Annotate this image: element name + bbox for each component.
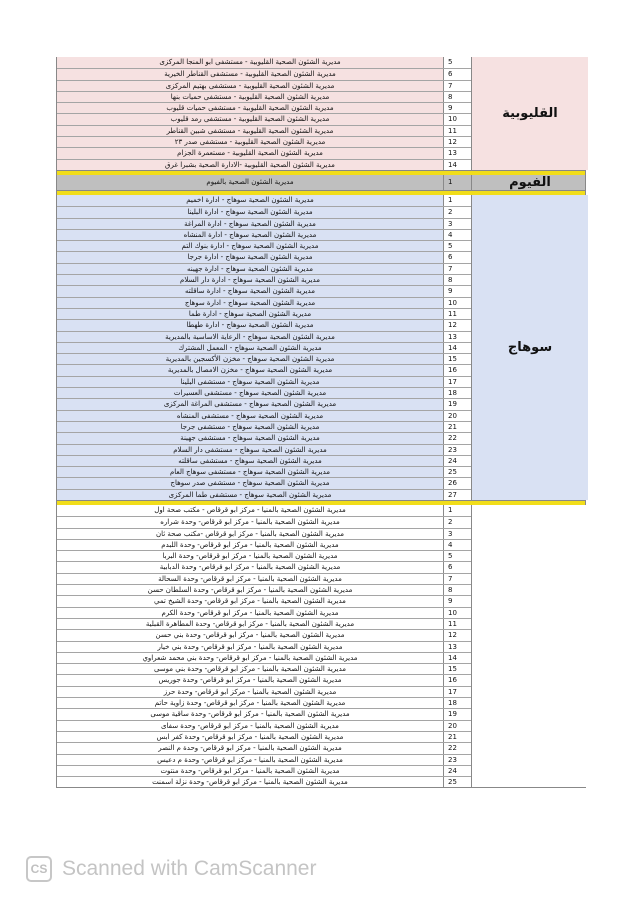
row-number: 7 xyxy=(444,264,472,274)
facility-name: مديرية الشئون الصحية سوهاج - ادارة دار السلام xyxy=(57,275,444,285)
row-number: 21 xyxy=(444,732,472,742)
facility-name: مديرية الشئون الصحية سوهاج - مستشفى المراغة المركزى xyxy=(57,399,444,409)
facility-name: مديرية الشئون الصحية سوهاج - مستشفى العسيرات xyxy=(57,388,444,398)
facility-name: مديرية الشئون الصحية سوهاج - ادارة ساقلته xyxy=(57,286,444,296)
table-row xyxy=(57,539,471,550)
facility-name: مديرية الشئون الصحية بالمنيا - مركز ابو قرقاص- وحدة بني موسى xyxy=(57,664,444,674)
row-number: 20 xyxy=(444,721,472,731)
table-row xyxy=(57,353,471,364)
facility-name: مديرية الشئون الصحية بالفيوم xyxy=(57,175,444,190)
table-row xyxy=(57,376,471,387)
facility-name: مديرية الشئون الصحية القليوبية - مستشفى رمد قليوب xyxy=(57,114,444,124)
table-row xyxy=(57,444,471,455)
facility-name: مديرية الشئون الصحية سوهاج - ادارة طهطا xyxy=(57,320,444,330)
facility-name: مديرية الشئون الصحية سوهاج - مستشفى جرجا xyxy=(57,422,444,432)
table-row xyxy=(57,57,471,68)
table-row xyxy=(57,618,471,629)
facility-name: مديرية الشئون الصحية سوهاج - ادارة بنوك التم xyxy=(57,241,444,251)
row-number: 19 xyxy=(444,399,472,409)
row-number: 6 xyxy=(444,69,472,79)
row-number: 15 xyxy=(444,354,472,364)
table-row xyxy=(57,240,471,251)
table-row xyxy=(57,697,471,708)
facility-name: مديرية الشئون الصحية بالمنيا - مركز ابو قرقاص- وحدة المطاهرة القبلية xyxy=(57,619,444,629)
table-row xyxy=(57,206,471,217)
table-row xyxy=(57,674,471,685)
facility-name: مديرية الشئون الصحية سوهاج - مستشفى سوهاج العام xyxy=(57,467,444,477)
row-number: 19 xyxy=(444,709,472,719)
row-number: 27 xyxy=(444,490,472,500)
facility-name: مديرية الشئون الصحية سوهاج - ادارة جرجا xyxy=(57,252,444,262)
table-row xyxy=(57,595,471,606)
facility-name: مديرية الشئون الصحية بالمنيا - مركز ابو قرقاص- وحدة السلطان حسن xyxy=(57,585,444,595)
facility-name: مديرية الشئون الصحية سوهاج - المعمل المشترك xyxy=(57,343,444,353)
row-number: 22 xyxy=(444,743,472,753)
row-number: 23 xyxy=(444,755,472,765)
table-row xyxy=(57,251,471,262)
row-number: 5 xyxy=(444,57,472,68)
facility-name: مديرية الشئون الصحية بالمنيا - مركز ابو قرقاص- وحدة شراره xyxy=(57,517,444,527)
row-number: 17 xyxy=(444,377,472,387)
row-number: 4 xyxy=(444,230,472,240)
row-number: 6 xyxy=(444,252,472,262)
row-number: 16 xyxy=(444,365,472,375)
table-row xyxy=(57,91,471,102)
row-number: 9 xyxy=(444,103,472,113)
camscanner-logo-icon: CS xyxy=(26,856,52,882)
row-number: 14 xyxy=(444,160,472,170)
facility-name: مديرية الشئون الصحية سوهاج - الرعاية الاساسية بالمديرية xyxy=(57,332,444,342)
row-number: 9 xyxy=(444,286,472,296)
facility-name: مديرية الشئون الصحية بالمنيا - مركز ابو قرقاص- وحدة منتوت xyxy=(57,766,444,776)
table-row xyxy=(57,331,471,342)
row-number: 25 xyxy=(444,777,472,787)
row-number: 7 xyxy=(444,81,472,91)
facility-name: مديرية الشئون الصحية بالمنيا - مركز ابو قرقاص- وحدة ساقية موسى xyxy=(57,709,444,719)
table-row xyxy=(57,68,471,79)
governorate-label: الفيوم xyxy=(471,175,588,190)
facility-name: مديرية الشئون الصحية بالمنيا - مركز ابو قرقاص- وحدة الكرم xyxy=(57,608,444,618)
table-row xyxy=(57,136,471,147)
facility-name: مديرية الشئون الصحية سوهاج - ادارة المراغة xyxy=(57,219,444,229)
row-number: 18 xyxy=(444,388,472,398)
table-row xyxy=(57,686,471,697)
facility-name: مديرية الشئون الصحية بالمنيا - مركز ابو قرقاص- وحدة سفاى xyxy=(57,721,444,731)
table-row xyxy=(57,113,471,124)
facility-name: مديرية الشئون الصحية القليوبية - مستشفى حميات بنها xyxy=(57,92,444,102)
table-row xyxy=(57,342,471,353)
table-row xyxy=(57,641,471,652)
facility-name: مديرية الشئون الصحية القليوبية - مستشفى بهتيم المركزى xyxy=(57,81,444,91)
row-number: 26 xyxy=(444,478,472,488)
table-row xyxy=(57,308,471,319)
table-row xyxy=(57,742,471,753)
facility-name: مديرية الشئون الصحية بالمنيا - مركز ابو قرقاص- وحدة بني محمد شعراوي xyxy=(57,653,444,663)
row-number: 12 xyxy=(444,630,472,640)
row-number: 6 xyxy=(444,562,472,572)
facility-name: مديرية الشئون الصحية بالمنيا - مركز ابو قرقاص- وحدة م النصر xyxy=(57,743,444,753)
facility-name: مديرية الشئون الصحية سوهاج - مستشفى جهينة xyxy=(57,433,444,443)
row-number: 5 xyxy=(444,241,472,251)
table-row xyxy=(57,410,471,421)
facility-name: مديرية الشئون الصحية بالمنيا - مركز ابو قرقاص- وحدة بني خيار xyxy=(57,642,444,652)
facility-name: مديرية الشئون الصحية سوهاج - ادارة طما xyxy=(57,309,444,319)
row-number: 5 xyxy=(444,551,472,561)
table-row xyxy=(57,274,471,285)
facility-name: مديرية الشئون الصحية سوهاج - ادارة اخميم xyxy=(57,195,444,206)
facility-name: مديرية الشئون الصحية سوهاج - مخزن الامصال بالمديرية xyxy=(57,365,444,375)
table-row xyxy=(57,720,471,731)
table-row xyxy=(57,432,471,443)
table-row xyxy=(57,263,471,274)
facility-name: مديرية الشئون الصحية بالمنيا - مركز ابو قرقاص- وحدة اللبدم xyxy=(57,540,444,550)
row-number: 2 xyxy=(444,517,472,527)
table-row xyxy=(57,102,471,113)
row-number: 13 xyxy=(444,332,472,342)
row-number: 17 xyxy=(444,687,472,697)
table-row xyxy=(57,489,471,500)
table-row xyxy=(57,708,471,719)
row-number: 7 xyxy=(444,574,472,584)
facility-name: مديرية الشئون الصحية بالمنيا - مركز ابو قرقاص- وحدة الدبابية xyxy=(57,562,444,572)
row-number: 12 xyxy=(444,320,472,330)
facility-name: مديرية الشئون الصحية القليوبية - مستشفى القناطر الخيرية xyxy=(57,69,444,79)
row-number: 10 xyxy=(444,114,472,124)
row-number: 3 xyxy=(444,219,472,229)
facility-name: مديرية الشئون الصحية سوهاج - مستشفى المنشاه xyxy=(57,411,444,421)
facility-name: مديرية الشئون الصحية بالمنيا - مركز ابو قرقاص- وحدة كفر ابس xyxy=(57,732,444,742)
table-row xyxy=(57,765,471,776)
table-row xyxy=(57,364,471,375)
row-number: 13 xyxy=(444,642,472,652)
table-row xyxy=(57,147,471,158)
governorate-label: سوهاج xyxy=(471,195,588,500)
table-row xyxy=(57,550,471,561)
row-number: 1 xyxy=(444,505,472,516)
row-number: 4 xyxy=(444,540,472,550)
facility-name: مديرية الشئون الصحية القليوبية - مستشفى شبين القناطر xyxy=(57,126,444,136)
facility-name: مديرية الشئون الصحية القليوبية - مستعمرة الجزام xyxy=(57,148,444,158)
watermark-text: Scanned with CamScanner xyxy=(62,857,317,880)
row-number: 11 xyxy=(444,309,472,319)
row-number: 1 xyxy=(444,195,472,206)
row-number: 21 xyxy=(444,422,472,432)
row-number: 9 xyxy=(444,596,472,606)
table-row xyxy=(57,297,471,308)
row-number: 24 xyxy=(444,456,472,466)
table-row xyxy=(57,455,471,466)
facility-name: مديرية الشئون الصحية سوهاج - مستشفى ساقلته xyxy=(57,456,444,466)
row-number: 13 xyxy=(444,148,472,158)
row-number: 10 xyxy=(444,298,472,308)
row-list xyxy=(57,175,471,190)
facility-name: مديرية الشئون الصحية سوهاج - مخزن الأكسجين بالمديرية xyxy=(57,354,444,364)
facility-name: مديرية الشئون الصحية سوهاج - ادارة جهينه xyxy=(57,264,444,274)
row-number: 20 xyxy=(444,411,472,421)
governorate-label: القليوبية xyxy=(471,57,588,170)
section-fayoum xyxy=(56,175,586,191)
facility-name: مديرية الشئون الصحية سوهاج - ادارة البلينا xyxy=(57,207,444,217)
row-number: 10 xyxy=(444,608,472,618)
table-row xyxy=(57,731,471,742)
table-row xyxy=(57,195,471,206)
table-row xyxy=(57,776,471,787)
table-row xyxy=(57,505,471,516)
row-number: 14 xyxy=(444,343,472,353)
table-row xyxy=(57,125,471,136)
table-row xyxy=(57,319,471,330)
table-row xyxy=(57,573,471,584)
table-row xyxy=(57,398,471,409)
row-number: 22 xyxy=(444,433,472,443)
row-list xyxy=(57,505,471,787)
row-number: 8 xyxy=(444,92,472,102)
table-row xyxy=(57,516,471,527)
row-number: 1 xyxy=(444,175,472,190)
row-number: 25 xyxy=(444,467,472,477)
table-row xyxy=(57,629,471,640)
facility-name: مديرية الشئون الصحية بالمنيا - مركز ابو قرقاص- وحدة جوريس xyxy=(57,675,444,685)
table-row xyxy=(57,466,471,477)
table-row xyxy=(57,754,471,765)
facility-name: مديرية الشئون الصحية بالمنيا - مركز ابو قرقاص- وحدة نزلة اسمنت xyxy=(57,777,444,787)
table-row xyxy=(57,652,471,663)
table-row xyxy=(57,607,471,618)
row-number: 11 xyxy=(444,126,472,136)
row-list xyxy=(57,57,471,170)
facility-name: مديرية الشئون الصحية بالمنيا - مركز ابو قرقاص- وحدة السحالة xyxy=(57,574,444,584)
facility-name: مديرية الشئون الصحية القليوبية - مستشفى ابو المنجا المركزى xyxy=(57,57,444,68)
row-number: 16 xyxy=(444,675,472,685)
facility-name: مديرية الشئون الصحية سوهاج - ادارة سوهاج xyxy=(57,298,444,308)
facility-name: مديرية الشئون الصحية سوهاج - مستشفى صدر سوهاج xyxy=(57,478,444,488)
facility-name: مديرية الشئون الصحية بالمنيا - مركز ابو قرقاص- وحدة الشيخ تمي xyxy=(57,596,444,606)
row-number: 12 xyxy=(444,137,472,147)
facility-name: مديرية الشئون الصحية القليوبية - مستشفى حميات قليوب xyxy=(57,103,444,113)
facility-name: مديرية الشئون الصحية سوهاج - ادارة المنشاه xyxy=(57,230,444,240)
facility-name: مديرية الشئون الصحية بالمنيا - مركز ابو قرقاص- وحدة زاوية حاتم xyxy=(57,698,444,708)
row-number: 2 xyxy=(444,207,472,217)
row-number: 24 xyxy=(444,766,472,776)
facility-name: مديرية الشئون الصحية القليوبية - مستشفى صدر ٢٣ xyxy=(57,137,444,147)
row-number: 11 xyxy=(444,619,472,629)
facility-name: مديرية الشئون الصحية سوهاج - مستشفى دار السلام xyxy=(57,445,444,455)
table-row xyxy=(57,477,471,488)
table-row xyxy=(57,421,471,432)
table-row xyxy=(57,663,471,674)
facility-name: مديرية الشئون الصحية بالمنيا - مركز ابو قرقاص- وحدة م دعيس xyxy=(57,755,444,765)
row-list xyxy=(57,195,471,500)
row-number: 8 xyxy=(444,275,472,285)
camscanner-watermark xyxy=(26,856,316,882)
row-number: 8 xyxy=(444,585,472,595)
facility-name: مديرية الشئون الصحية سوهاج - مستشفى البلينا xyxy=(57,377,444,387)
table-row xyxy=(57,80,471,91)
table-row xyxy=(57,387,471,398)
table-row xyxy=(57,159,471,170)
facility-name: مديرية الشئون الصحية بالمنيا - مركز ابو قرقاص- وحدة حرز xyxy=(57,687,444,697)
row-number: 18 xyxy=(444,698,472,708)
facility-name: مديرية الشئون الصحية بالمنيا - مركز ابو قرقاص -مكتب صحة ثان xyxy=(57,529,444,539)
table-row xyxy=(57,229,471,240)
section-minya xyxy=(56,505,586,788)
table-row xyxy=(57,584,471,595)
row-number: 14 xyxy=(444,653,472,663)
table-row xyxy=(57,561,471,572)
row-number: 23 xyxy=(444,445,472,455)
table-row xyxy=(57,528,471,539)
table-row xyxy=(57,218,471,229)
table-row xyxy=(57,175,471,190)
governorate-label xyxy=(471,505,588,787)
table-row xyxy=(57,285,471,296)
row-number: 3 xyxy=(444,529,472,539)
facility-name: مديرية الشئون الصحية بالمنيا - مركز ابو قرقاص- وحدة بني حسن xyxy=(57,630,444,640)
facility-name: مديرية الشئون الصحية بالمنيا - مركز ابو قرقاص - مكتب صحة اول xyxy=(57,505,444,516)
facility-name: مديرية الشئون الصحية سوهاج - مستشفى طما المركزى xyxy=(57,490,444,500)
facility-name: مديرية الشئون الصحية بالمنيا - مركز ابو قرقاص- وحدة البربا xyxy=(57,551,444,561)
facility-name: مديرية الشئون الصحية القليوبية -الادارة الصحية بشبرا غرق xyxy=(57,160,444,170)
facility-table xyxy=(56,57,586,788)
section-sohag xyxy=(56,195,586,501)
section-qalyubia xyxy=(56,57,586,171)
row-number: 15 xyxy=(444,664,472,674)
